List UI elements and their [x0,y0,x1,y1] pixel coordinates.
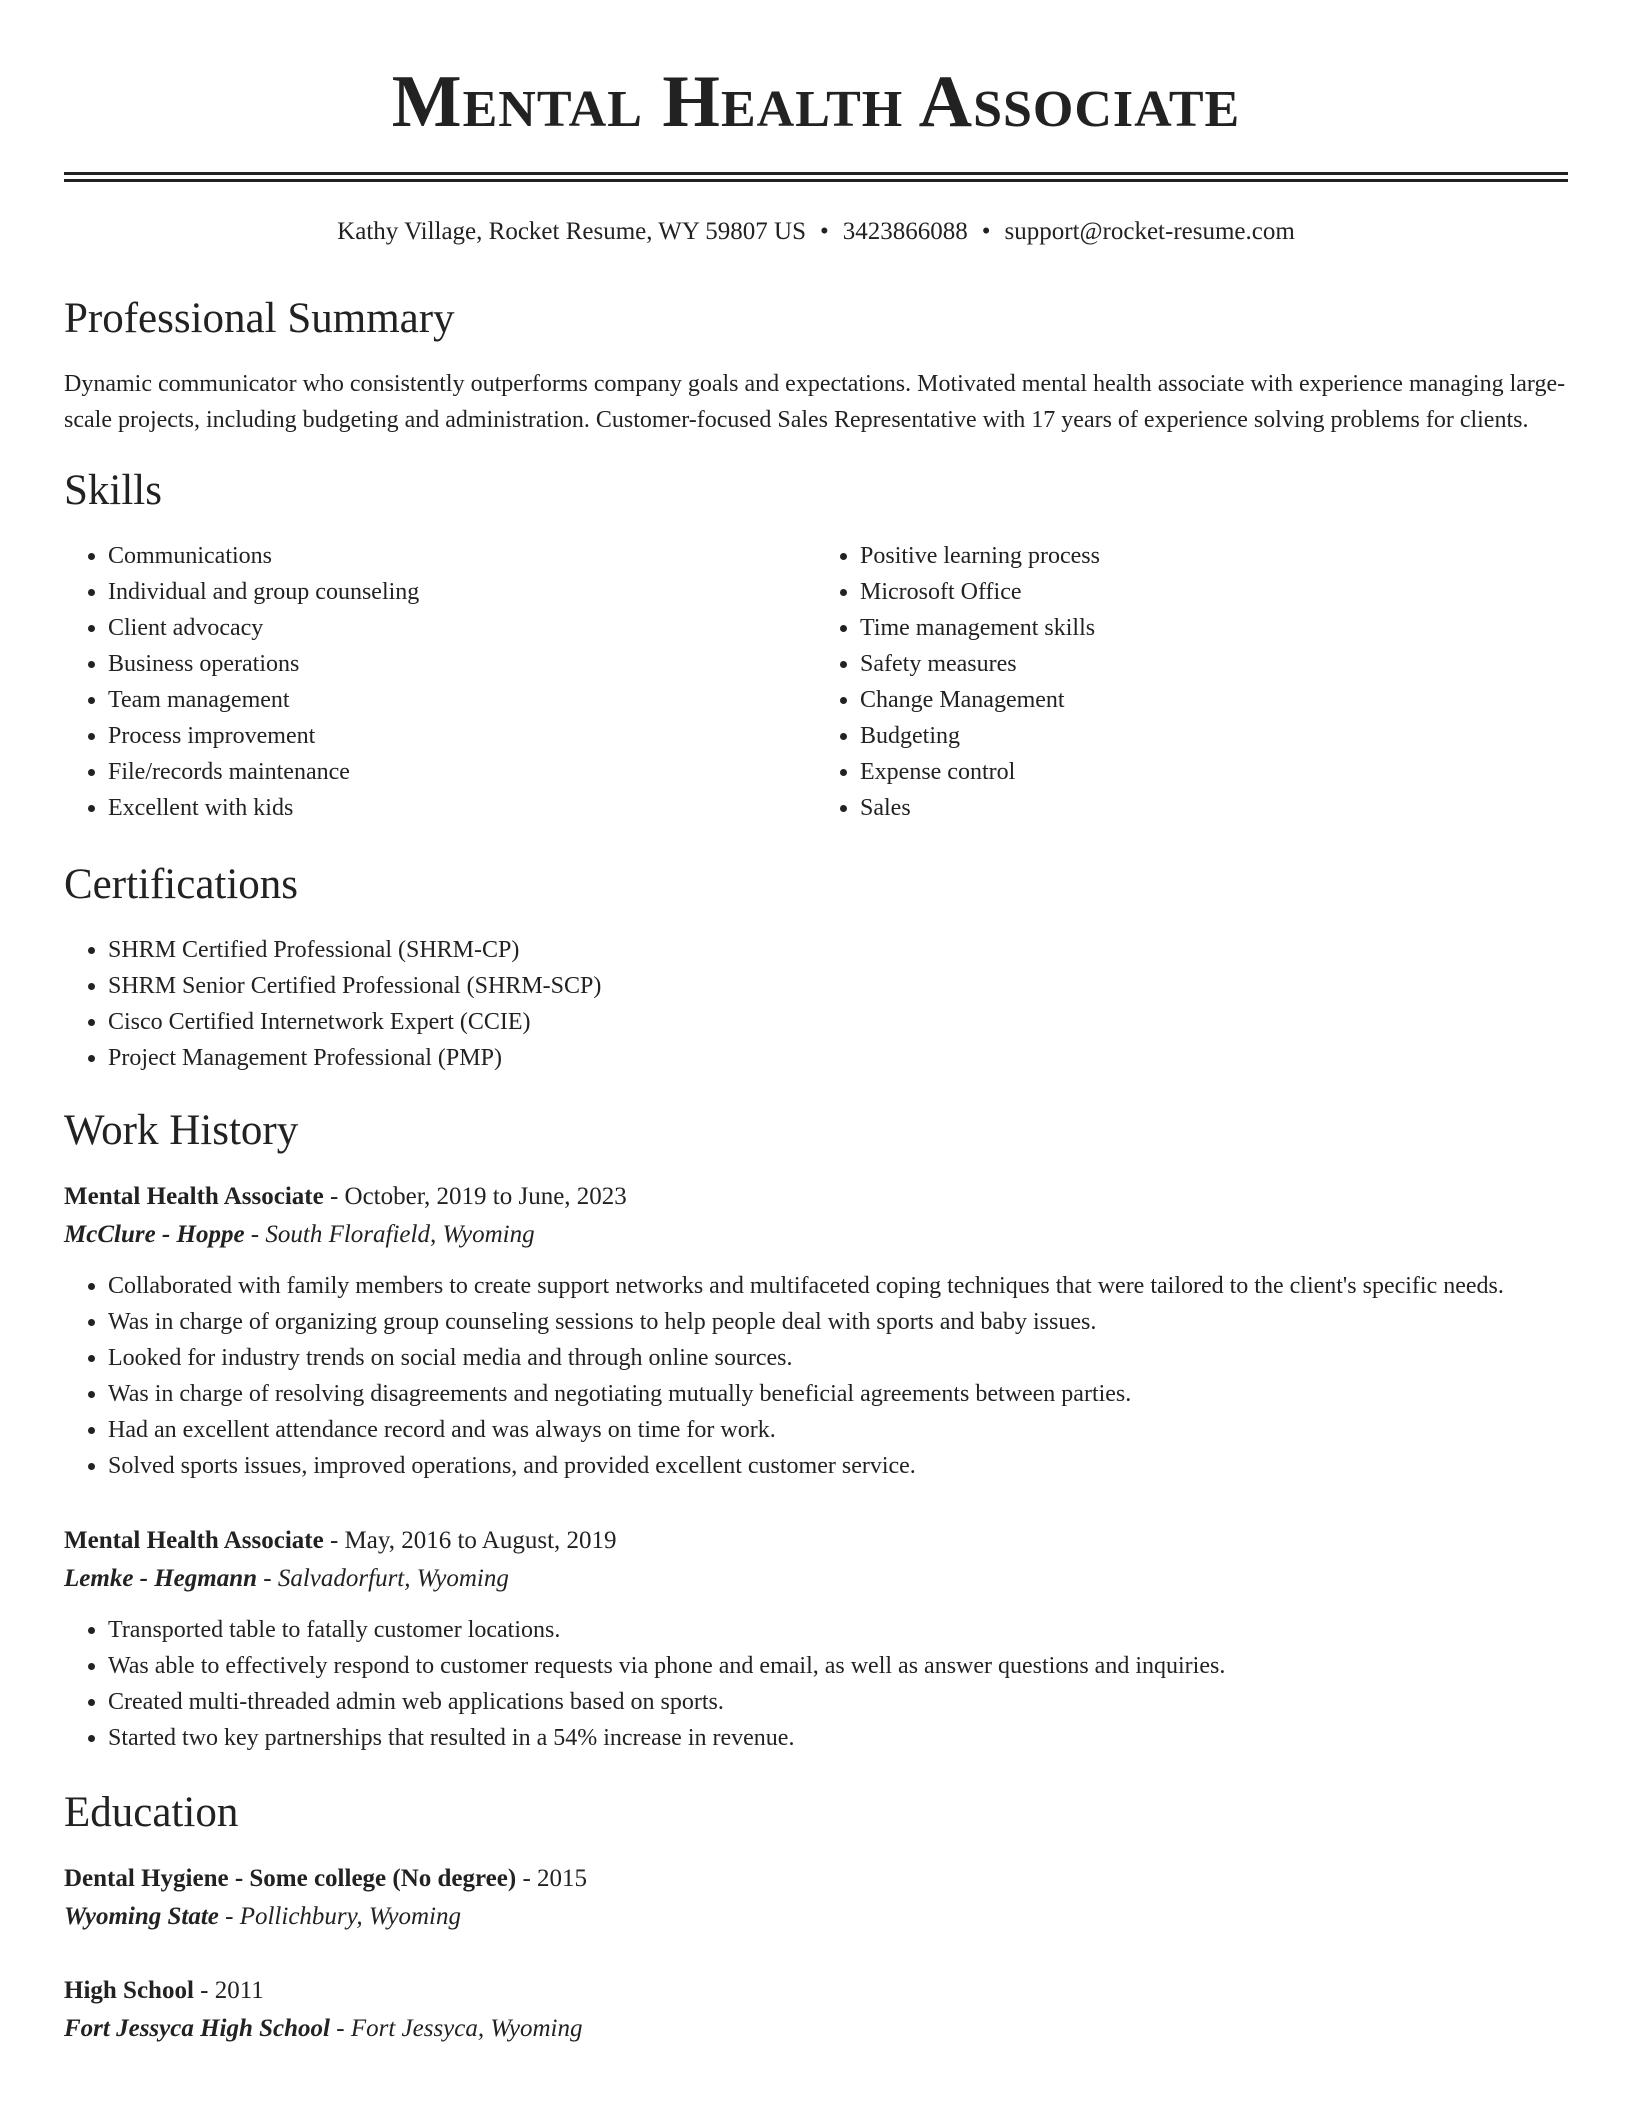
title-divider [64,172,1568,182]
skill-item: • Time management skills [860,610,1568,646]
skill-item: • Process improvement [108,718,816,754]
skill-item: • Expense control [860,754,1568,790]
contact-email[interactable]: support@rocket-resume.com [1004,218,1295,245]
certification-item: • SHRM Certified Professional (SHRM-CP) [108,932,1568,968]
job-bullet: • Collaborated with family members to create support networks and multifaceted coping techniques that were tailored to the client's specific needs. [108,1268,1568,1304]
work-history-heading: Work History [64,1107,299,1154]
contact-separator: • [981,218,991,245]
job-company: Lemke - Hegmann [64,1565,258,1592]
skill-item: • Change Management [860,682,1568,718]
contact-address: Kathy Village, Rocket Resume, WY 59807 US [337,218,806,245]
job-bullet: • Was in charge of resolving disagreements and negotiating mutually beneficial agreements between parties. [108,1376,1568,1412]
skills-list-left [64,538,816,826]
education-degree-line [64,1972,1568,2010]
job-bullet: • Started two key partnerships that resulted in a 54% increase in revenue. [108,1720,1568,1756]
skills-columns [64,538,1568,826]
job-bullets [64,1612,1568,1756]
job-entry [64,1178,1568,1484]
education-degree: Dental Hygiene - Some college (No degree) [64,1865,517,1892]
skill-item: • Sales [860,790,1568,826]
skill-item: • Client advocacy [108,610,816,646]
contact-phone: 3423866088 [842,218,968,245]
job-title-line [64,1522,1568,1560]
skill-item: • Business operations [108,646,816,682]
job-company: McClure - Hoppe [64,1221,245,1248]
education-entry [64,1860,1568,1936]
skill-item: • Positive learning process [860,538,1568,574]
summary-heading: Professional Summary [64,295,455,342]
job-bullets [64,1268,1568,1484]
contact-separator: • [819,218,829,245]
job-dates: - May, 2016 to August, 2019 [323,1527,617,1554]
job-title: Mental Health Associate [64,1183,324,1210]
education-degree-line [64,1860,1568,1898]
skill-item: • File/records maintenance [108,754,816,790]
skill-item: • Communications [108,538,816,574]
skill-item: • Safety measures [860,646,1568,682]
education-location: - Pollichbury, Wyoming [218,1903,461,1930]
skills-heading: Skills [64,467,162,514]
job-bullet: • Looked for industry trends on social media and through online sources. [108,1340,1568,1376]
job-entry [64,1522,1568,1756]
certification-item: • SHRM Senior Certified Professional (SHRM-SCP) [108,968,1568,1004]
resume-title: Mental Health Associate [391,61,1241,143]
job-bullet: • Was able to effectively respond to customer requests via phone and email, as well as answer questions and inquiries. [108,1648,1568,1684]
job-bullet: • Was in charge of organizing group counseling sessions to help people deal with sports and baby issues. [108,1304,1568,1340]
skill-item: • Budgeting [860,718,1568,754]
job-dates: - October, 2019 to June, 2023 [323,1183,627,1210]
job-title-line [64,1178,1568,1216]
certification-item: • Project Management Professional (PMP) [108,1040,1568,1076]
education-heading: Education [64,1789,239,1836]
contact-line [64,216,1568,248]
job-location: - Salvadorfurt, Wyoming [257,1565,509,1592]
certifications-heading: Certifications [64,861,299,908]
job-bullet: • Transported table to fatally customer locations. [108,1612,1568,1648]
education-year: - 2015 [516,1865,588,1892]
education-school: Wyoming State [64,1903,219,1930]
job-title: Mental Health Associate [64,1527,324,1554]
summary-text: Dynamic communicator who consistently outperforms company goals and expectations. Motivated mental health associate with experience managing large-scale projects, including budgeting and administration. Customer-focused Sales Representative with 17 years of experience solving problems for clients. [64,371,1566,433]
certification-item: • Cisco Certified Internetwork Expert (CCIE) [108,1004,1568,1040]
education-school-line [64,2010,1568,2048]
job-company-line [64,1216,1568,1254]
education-entry [64,1972,1568,2048]
skill-item: • Microsoft Office [860,574,1568,610]
job-bullet: • Had an excellent attendance record and was always on time for work. [108,1412,1568,1448]
job-bullet: • Created multi-threaded admin web applications based on sports. [108,1684,1568,1720]
education-degree: High School [64,1977,194,2004]
job-location: - South Florafield, Wyoming [244,1221,535,1248]
education-school: Fort Jessyca High School [64,2015,330,2042]
education-school-line [64,1898,1568,1936]
skills-list-right [816,538,1568,826]
skill-item: • Excellent with kids [108,790,816,826]
job-company-line [64,1560,1568,1598]
education-location: - Fort Jessyca, Wyoming [330,2015,583,2042]
skill-item: • Individual and group counseling [108,574,816,610]
certifications-list [64,932,1568,1076]
education-year: - 2011 [193,1977,264,2004]
job-bullet: • Solved sports issues, improved operations, and provided excellent customer service. [108,1448,1568,1484]
skill-item: • Team management [108,682,816,718]
